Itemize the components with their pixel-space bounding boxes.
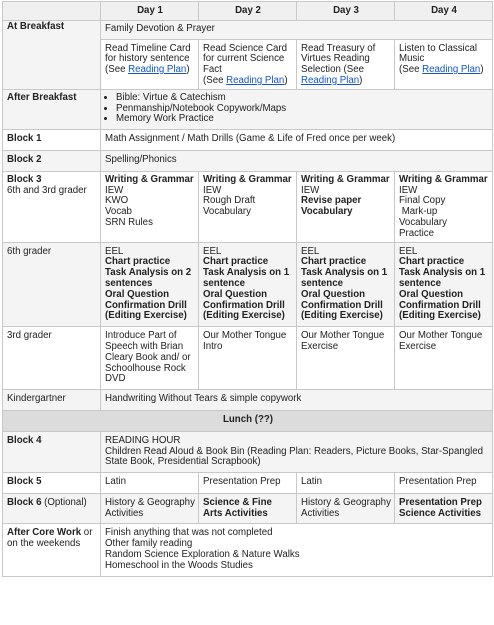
sixth-line: Oral Question Confirmation Drill (Editing Exercise) (301, 288, 383, 322)
breakfast-day-1-pre: (See (105, 64, 129, 76)
block4-cell (101, 431, 493, 472)
breakfast-day-2-pre: (See (203, 74, 227, 86)
after-core-line: Homeschool in the Woods Studies (105, 559, 253, 571)
breakfast-day-3-text: Read Treasury of Virtues Reading Selection (See (301, 42, 376, 76)
after-core-row (3, 524, 493, 576)
block6-day-4: Presentation Prep Science Activities (395, 493, 493, 524)
block3-line: Mark-up (399, 206, 438, 218)
block3-line: SRN Rules (105, 216, 153, 228)
header-day-2: Day 2 (199, 2, 297, 21)
block3-line: Rough Draft (203, 195, 256, 207)
after-core-label: After Core Work (7, 527, 82, 539)
sixth-grade-day-1 (101, 242, 199, 327)
after-core-line: Other family reading (105, 538, 193, 550)
block3-line: Final Copy (399, 195, 446, 207)
block6-day-1: History & Geography Activities (101, 493, 199, 524)
block5-label: Block 5 (3, 473, 101, 494)
breakfast-common: Family Devotion & Prayer (101, 20, 493, 39)
block6-label-cell (3, 493, 101, 524)
sixth-line: Chart practice (105, 256, 171, 268)
block6-day-3: History & Geography Activities (297, 493, 395, 524)
breakfast-row-common (3, 20, 493, 39)
block3-line: KWO (105, 195, 129, 207)
block4-line: Children Read Aloud & Book Bin (Reading Plan: Readers, Picture Books, Star-Spangled State Book, Presidential Scrapbook) (105, 445, 484, 468)
block3-line: Revise paper (301, 195, 362, 207)
block3-day-2-heading: Writing & Grammar (203, 173, 292, 185)
block3-day-3-heading: Writing & Grammar (301, 173, 390, 185)
sixth-grade-row (3, 242, 493, 327)
schedule-table (2, 1, 493, 577)
sixth-line: EEL (301, 245, 320, 257)
breakfast-day-4-text: Listen to Classical Music (399, 42, 478, 65)
header-corner (3, 2, 101, 21)
block1-row (3, 130, 493, 151)
header-day-1: Day 1 (101, 2, 199, 21)
block3-line: Vocabulary (399, 216, 447, 228)
kinder-row (3, 390, 493, 411)
sixth-line: Chart practice (203, 256, 269, 268)
reading-plan-link-day-2[interactable]: Reading Plan (226, 74, 285, 86)
breakfast-day-1-post: ) (186, 64, 190, 76)
block6-label: Block 6 (7, 496, 42, 508)
third-grade-day-2: Our Mother Tongue Intro (199, 327, 297, 390)
block1-label: Block 1 (3, 130, 101, 151)
block3-line: IEW (105, 184, 124, 196)
after-breakfast-item: • Memory Work Practice (116, 114, 489, 125)
breakfast-day-2 (199, 39, 297, 89)
third-grade-label: 3rd grader (3, 327, 101, 390)
sixth-line: Chart practice (301, 256, 367, 268)
lunch-row (3, 410, 493, 431)
block3-line: IEW (301, 184, 320, 196)
block5-day-3: Latin (297, 473, 395, 494)
lunch-cell: Lunch (??) (3, 410, 493, 431)
third-grade-row (3, 327, 493, 390)
block3-line: Practice (399, 227, 434, 239)
after-core-label-cell (3, 524, 101, 576)
block3-day-4 (395, 171, 493, 242)
header-row (3, 2, 493, 21)
sixth-grade-day-4 (395, 242, 493, 327)
breakfast-day-4-pre: (See (399, 64, 423, 76)
block2-label: Block 2 (3, 150, 101, 171)
header-day-4: Day 4 (395, 2, 493, 21)
breakfast-label: At Breakfast (3, 20, 101, 89)
breakfast-day-2-post: ) (284, 74, 288, 86)
after-breakfast-cell (101, 89, 493, 129)
header-day-3: Day 3 (297, 2, 395, 21)
block5-day-4: Presentation Prep (395, 473, 493, 494)
after-breakfast-item: • Penmanship/Notebook Copywork/Maps (116, 104, 489, 115)
breakfast-day-1 (101, 39, 199, 89)
block4-row (3, 431, 493, 472)
after-core-line: Random Science Exploration & Nature Walks (105, 549, 300, 561)
block2-row (3, 150, 493, 171)
block3-sublabel: 6th and 3rd grader (7, 184, 87, 196)
sixth-grade-label: 6th grader (3, 242, 101, 327)
sixth-line: Task Analysis on 1 sentence (203, 267, 290, 289)
after-core-line: Finish anything that was not completed (105, 527, 273, 539)
after-core-cell (101, 524, 493, 576)
block3-line: Vocabulary (203, 206, 251, 218)
reading-plan-link-day-4[interactable]: Reading Plan (422, 64, 481, 76)
block6-label-suffix: (Optional) (41, 496, 87, 508)
reading-plan-link-day-3[interactable]: Reading Plan (301, 74, 360, 86)
block2-text: Spelling/Phonics (101, 150, 493, 171)
sixth-grade-day-3 (297, 242, 395, 327)
breakfast-day-3 (297, 39, 395, 89)
block3-label-cell (3, 171, 101, 242)
block3-day-1 (101, 171, 199, 242)
kinder-label: Kindergartner (3, 390, 101, 411)
third-grade-day-1: Introduce Part of Speech with Brian Cleary Book and/ or Schoolhouse Rock DVD (101, 327, 199, 390)
third-grade-day-4: Our Mother Tongue Exercise (395, 327, 493, 390)
block4-line: READING HOUR (105, 434, 181, 446)
block3-day-2 (199, 171, 297, 242)
block6-row (3, 493, 493, 524)
block5-day-1: Latin (101, 473, 199, 494)
sixth-line: Task Analysis on 2 sentences (105, 267, 192, 289)
breakfast-day-4-post: ) (480, 64, 484, 76)
breakfast-day-4 (395, 39, 493, 89)
sixth-line: Oral Question Confirmation Drill (Editing Exercise) (105, 288, 187, 322)
block3-label: Block 3 (7, 173, 42, 185)
block6-day-2: Science & Fine Arts Activities (199, 493, 297, 524)
kinder-text: Handwriting Without Tears & simple copywork (101, 390, 493, 411)
sixth-line: Oral Question Confirmation Drill (Editing Exercise) (399, 288, 481, 322)
breakfast-day-1-text: Read Timeline Card for history sentence (105, 42, 191, 65)
sixth-line: EEL (203, 245, 222, 257)
after-breakfast-row (3, 89, 493, 129)
sixth-line: Task Analysis on 1 sentence (301, 267, 388, 289)
block1-text: Math Assignment / Math Drills (Game & Life of Fred once per week) (101, 130, 493, 151)
reading-plan-link-day-1[interactable]: Reading Plan (128, 64, 187, 76)
block3-row (3, 171, 493, 242)
sixth-line: Task Analysis on 1 sentence (399, 267, 486, 289)
block3-day-3 (297, 171, 395, 242)
sixth-grade-day-2 (199, 242, 297, 327)
third-grade-day-3: Our Mother Tongue Exercise (297, 327, 395, 390)
block3-line: IEW (203, 184, 222, 196)
breakfast-day-2-text: Read Science Card for current Science Fact (203, 42, 288, 76)
after-core-label-suffix: or on the weekends (7, 527, 93, 550)
block4-label: Block 4 (3, 431, 101, 472)
sixth-line: Oral Question Confirmation Drill (Editing Exercise) (203, 288, 285, 322)
block3-line: Vocab (105, 206, 132, 218)
sixth-line: Chart practice (399, 256, 465, 268)
sixth-line: EEL (399, 245, 418, 257)
block3-day-1-heading: Writing & Grammar (105, 173, 194, 185)
block3-line: Vocabulary (301, 206, 353, 218)
after-breakfast-label: After Breakfast (3, 89, 101, 129)
block3-day-4-heading: Writing & Grammar (399, 173, 488, 185)
block5-day-2: Presentation Prep (199, 473, 297, 494)
block5-row (3, 473, 493, 494)
breakfast-day-3-post: ) (359, 74, 363, 86)
block3-line: IEW (399, 184, 418, 196)
sixth-line: EEL (105, 245, 124, 257)
after-breakfast-item: • Bible: Virtue & Catechism (116, 93, 489, 104)
